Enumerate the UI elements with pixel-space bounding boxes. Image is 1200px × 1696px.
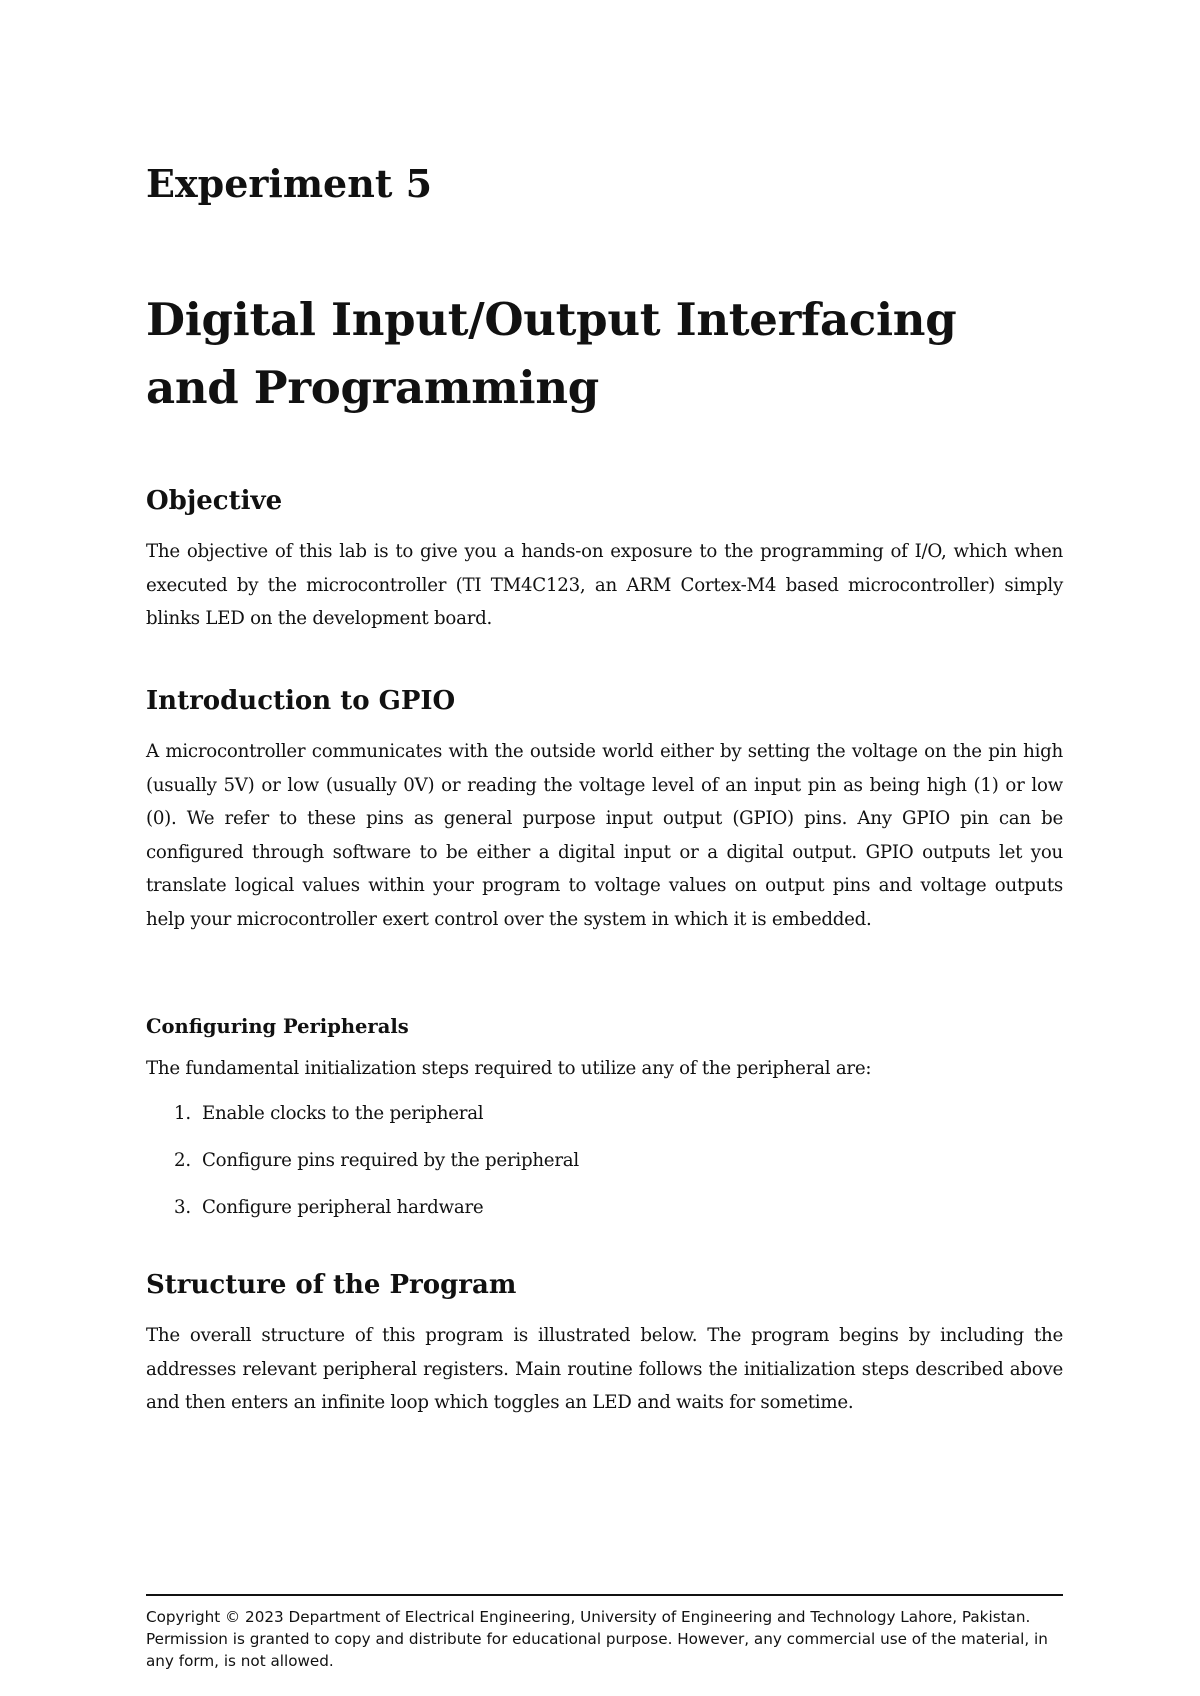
list-item	[146, 1102, 1063, 1149]
structure-paragraph: The overall structure of this program is illustrated below. The program begins by including the addresses relevant peripheral registers. Main routine follows the initialization steps described above and then enters an infinite loop which toggles an LED and waits for sometime.	[146, 1325, 1063, 1414]
structure-heading: Structure of the Program	[146, 1270, 517, 1300]
list-text: Configure pins required by the peripheral	[202, 1149, 579, 1171]
chapter-label: Experiment 5	[146, 161, 433, 206]
configuring-section	[146, 1015, 1063, 1243]
objective-heading: Objective	[146, 486, 283, 516]
list-text: Enable clocks to the peripheral	[202, 1102, 484, 1124]
configuring-heading: Configuring Peripherals	[146, 1015, 409, 1038]
list-text: Configure peripheral hardware	[202, 1196, 484, 1218]
structure-section	[146, 1270, 1063, 1420]
list-item	[146, 1149, 1063, 1196]
chapter-title: Digital Input/Output Interfacing and Programming	[146, 293, 957, 414]
intro-paragraph: A microcontroller communicates with the outside world either by setting the voltage on the pin high (usually 5V) or low (usually 0V) or reading the voltage level of an input pin as being high (1) or low (0). We refer to these pins as general purpose input output (GPIO) pins. Any GPIO pin can be configured through software to be either a digital input or a digital output. GPIO outputs let you translate logical values within your program to voltage values on output pins and voltage outputs help your microcontroller exert control over the system in which it is embedded.	[146, 741, 1063, 930]
copyright-text: Copyright © 2023 Department of Electrical Engineering, University of Engineering and Technology Lahore, Pakistan. Permission is granted to copy and distribute for educational purpose. However, any commercial use of the material, in any form, is not allowed.	[146, 1608, 1048, 1670]
copyright-footer	[146, 1594, 1063, 1672]
objective-section	[146, 486, 1063, 636]
intro-heading: Introduction to GPIO	[146, 686, 456, 716]
document-page	[146, 0, 1063, 1696]
list-item	[146, 1196, 1063, 1243]
list-number: 2.	[174, 1149, 191, 1171]
list-number: 1.	[174, 1102, 191, 1124]
configuring-paragraph: The fundamental initialization steps required to utilize any of the peripheral are:	[146, 1058, 872, 1080]
steps-list	[146, 1102, 1063, 1243]
objective-paragraph: The objective of this lab is to give you a hands-on exposure to the programming of I/O, which when executed by the microcontroller (TI TM4C123, an ARM Cortex-M4 based microcontroller) simply blinks LED on the development board.	[146, 541, 1063, 630]
intro-section	[146, 686, 1063, 936]
list-number: 3.	[174, 1196, 191, 1218]
